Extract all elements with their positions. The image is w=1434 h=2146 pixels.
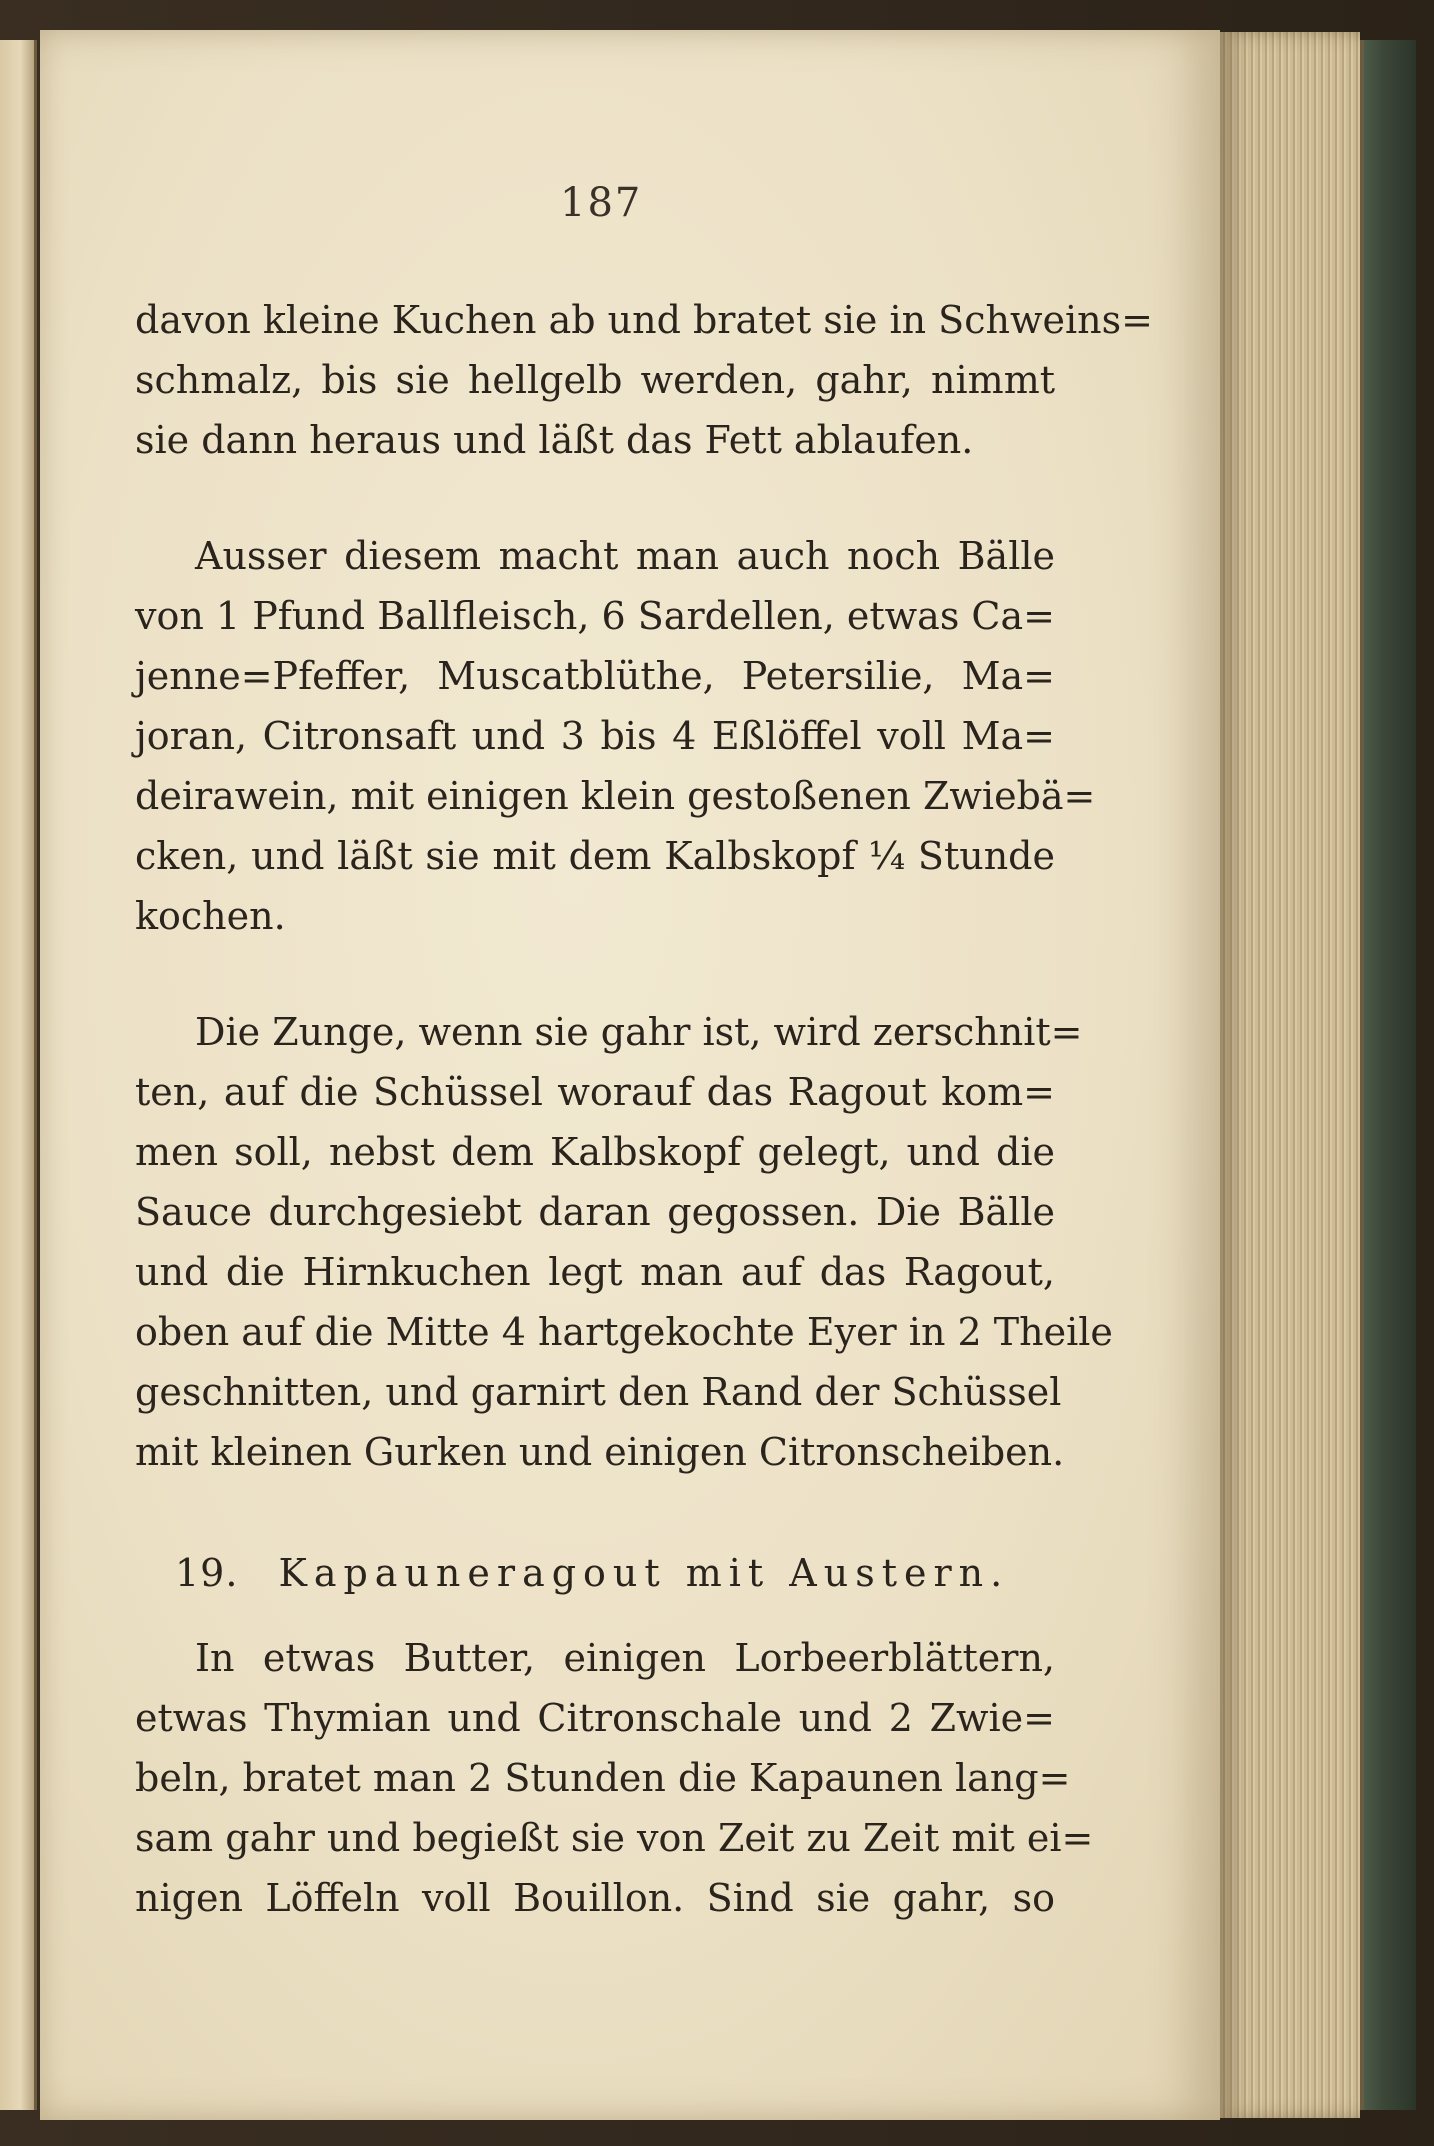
paragraph-2 bbox=[135, 526, 1096, 946]
text-line: kochen. bbox=[135, 894, 286, 938]
text-line: beln, bratet man 2 Stunden die Kapaunen lang= bbox=[135, 1756, 1071, 1800]
text-line: Ausser diesem macht man auch noch Bälle bbox=[195, 534, 1055, 578]
text-line: ten, auf die Schüssel worauf das Ragout kom= bbox=[135, 1070, 1055, 1114]
text-line: sie dann heraus und läßt das Fett ablaufen. bbox=[135, 418, 974, 462]
text-line: davon kleine Kuchen ab und bratet sie in Schweins= bbox=[135, 298, 1153, 342]
recipe-heading bbox=[135, 1538, 1055, 1608]
text-line: men soll, nebst dem Kalbskopf gelegt, und die bbox=[135, 1130, 1055, 1174]
heading-gap bbox=[135, 1608, 1055, 1628]
paragraph-gap bbox=[135, 1482, 1055, 1538]
page-fore-edge bbox=[1220, 32, 1360, 2118]
text-line: und die Hirnkuchen legt man auf das Ragout, bbox=[135, 1250, 1055, 1294]
text-line: Sauce durchgesiebt daran gegossen. Die Bälle bbox=[135, 1190, 1055, 1234]
text-line: Die Zunge, wenn sie gahr ist, wird zerschnit= bbox=[195, 1010, 1083, 1054]
paragraph-gap bbox=[135, 470, 1055, 526]
paragraph-3 bbox=[135, 1002, 1113, 1482]
recipe-number: 19. bbox=[175, 1551, 239, 1595]
text-line: sam gahr und begießt sie von Zeit zu Zeit mit ei= bbox=[135, 1816, 1094, 1860]
text-line: oben auf die Mitte 4 hartgekochte Eyer in 2 Theile bbox=[135, 1310, 1113, 1354]
page-number: 187 bbox=[560, 180, 643, 226]
text-line: von 1 Pfund Ballfleisch, 6 Sardellen, etwas Ca= bbox=[135, 594, 1055, 638]
text-line: etwas Thymian und Citronschale und 2 Zwie= bbox=[135, 1696, 1055, 1740]
text-line: geschnitten, und garnirt den Rand der Schüssel bbox=[135, 1370, 1062, 1414]
text-line: joran, Citronsaft und 3 bis 4 Eßlöffel voll Ma= bbox=[135, 714, 1055, 758]
text-block bbox=[135, 290, 1153, 1928]
text-line: schmalz, bis sie hellgelb werden, gahr, nimmt bbox=[135, 358, 1055, 402]
paragraph-1 bbox=[135, 290, 1153, 470]
text-line: deirawein, mit einigen klein gestoßenen Zwiebä= bbox=[135, 774, 1096, 818]
text-line: mit kleinen Gurken und einigen Citronscheiben. bbox=[135, 1430, 1065, 1474]
text-line: cken, und läßt sie mit dem Kalbskopf ¼ Stunde bbox=[135, 834, 1055, 878]
recipe-title: Kapauneragout mit Austern. bbox=[278, 1551, 1010, 1595]
facing-page-edge bbox=[0, 40, 37, 2110]
text-line: jenne=Pfeffer, Muscatblüthe, Petersilie, Ma= bbox=[135, 654, 1055, 698]
text-line: nigen Löffeln voll Bouillon. Sind sie gahr, so bbox=[135, 1876, 1055, 1920]
paragraph-4 bbox=[135, 1628, 1094, 1928]
paragraph-gap bbox=[135, 946, 1055, 1002]
text-line: In etwas Butter, einigen Lorbeerblättern, bbox=[195, 1636, 1055, 1680]
book-cover bbox=[1360, 40, 1416, 2110]
